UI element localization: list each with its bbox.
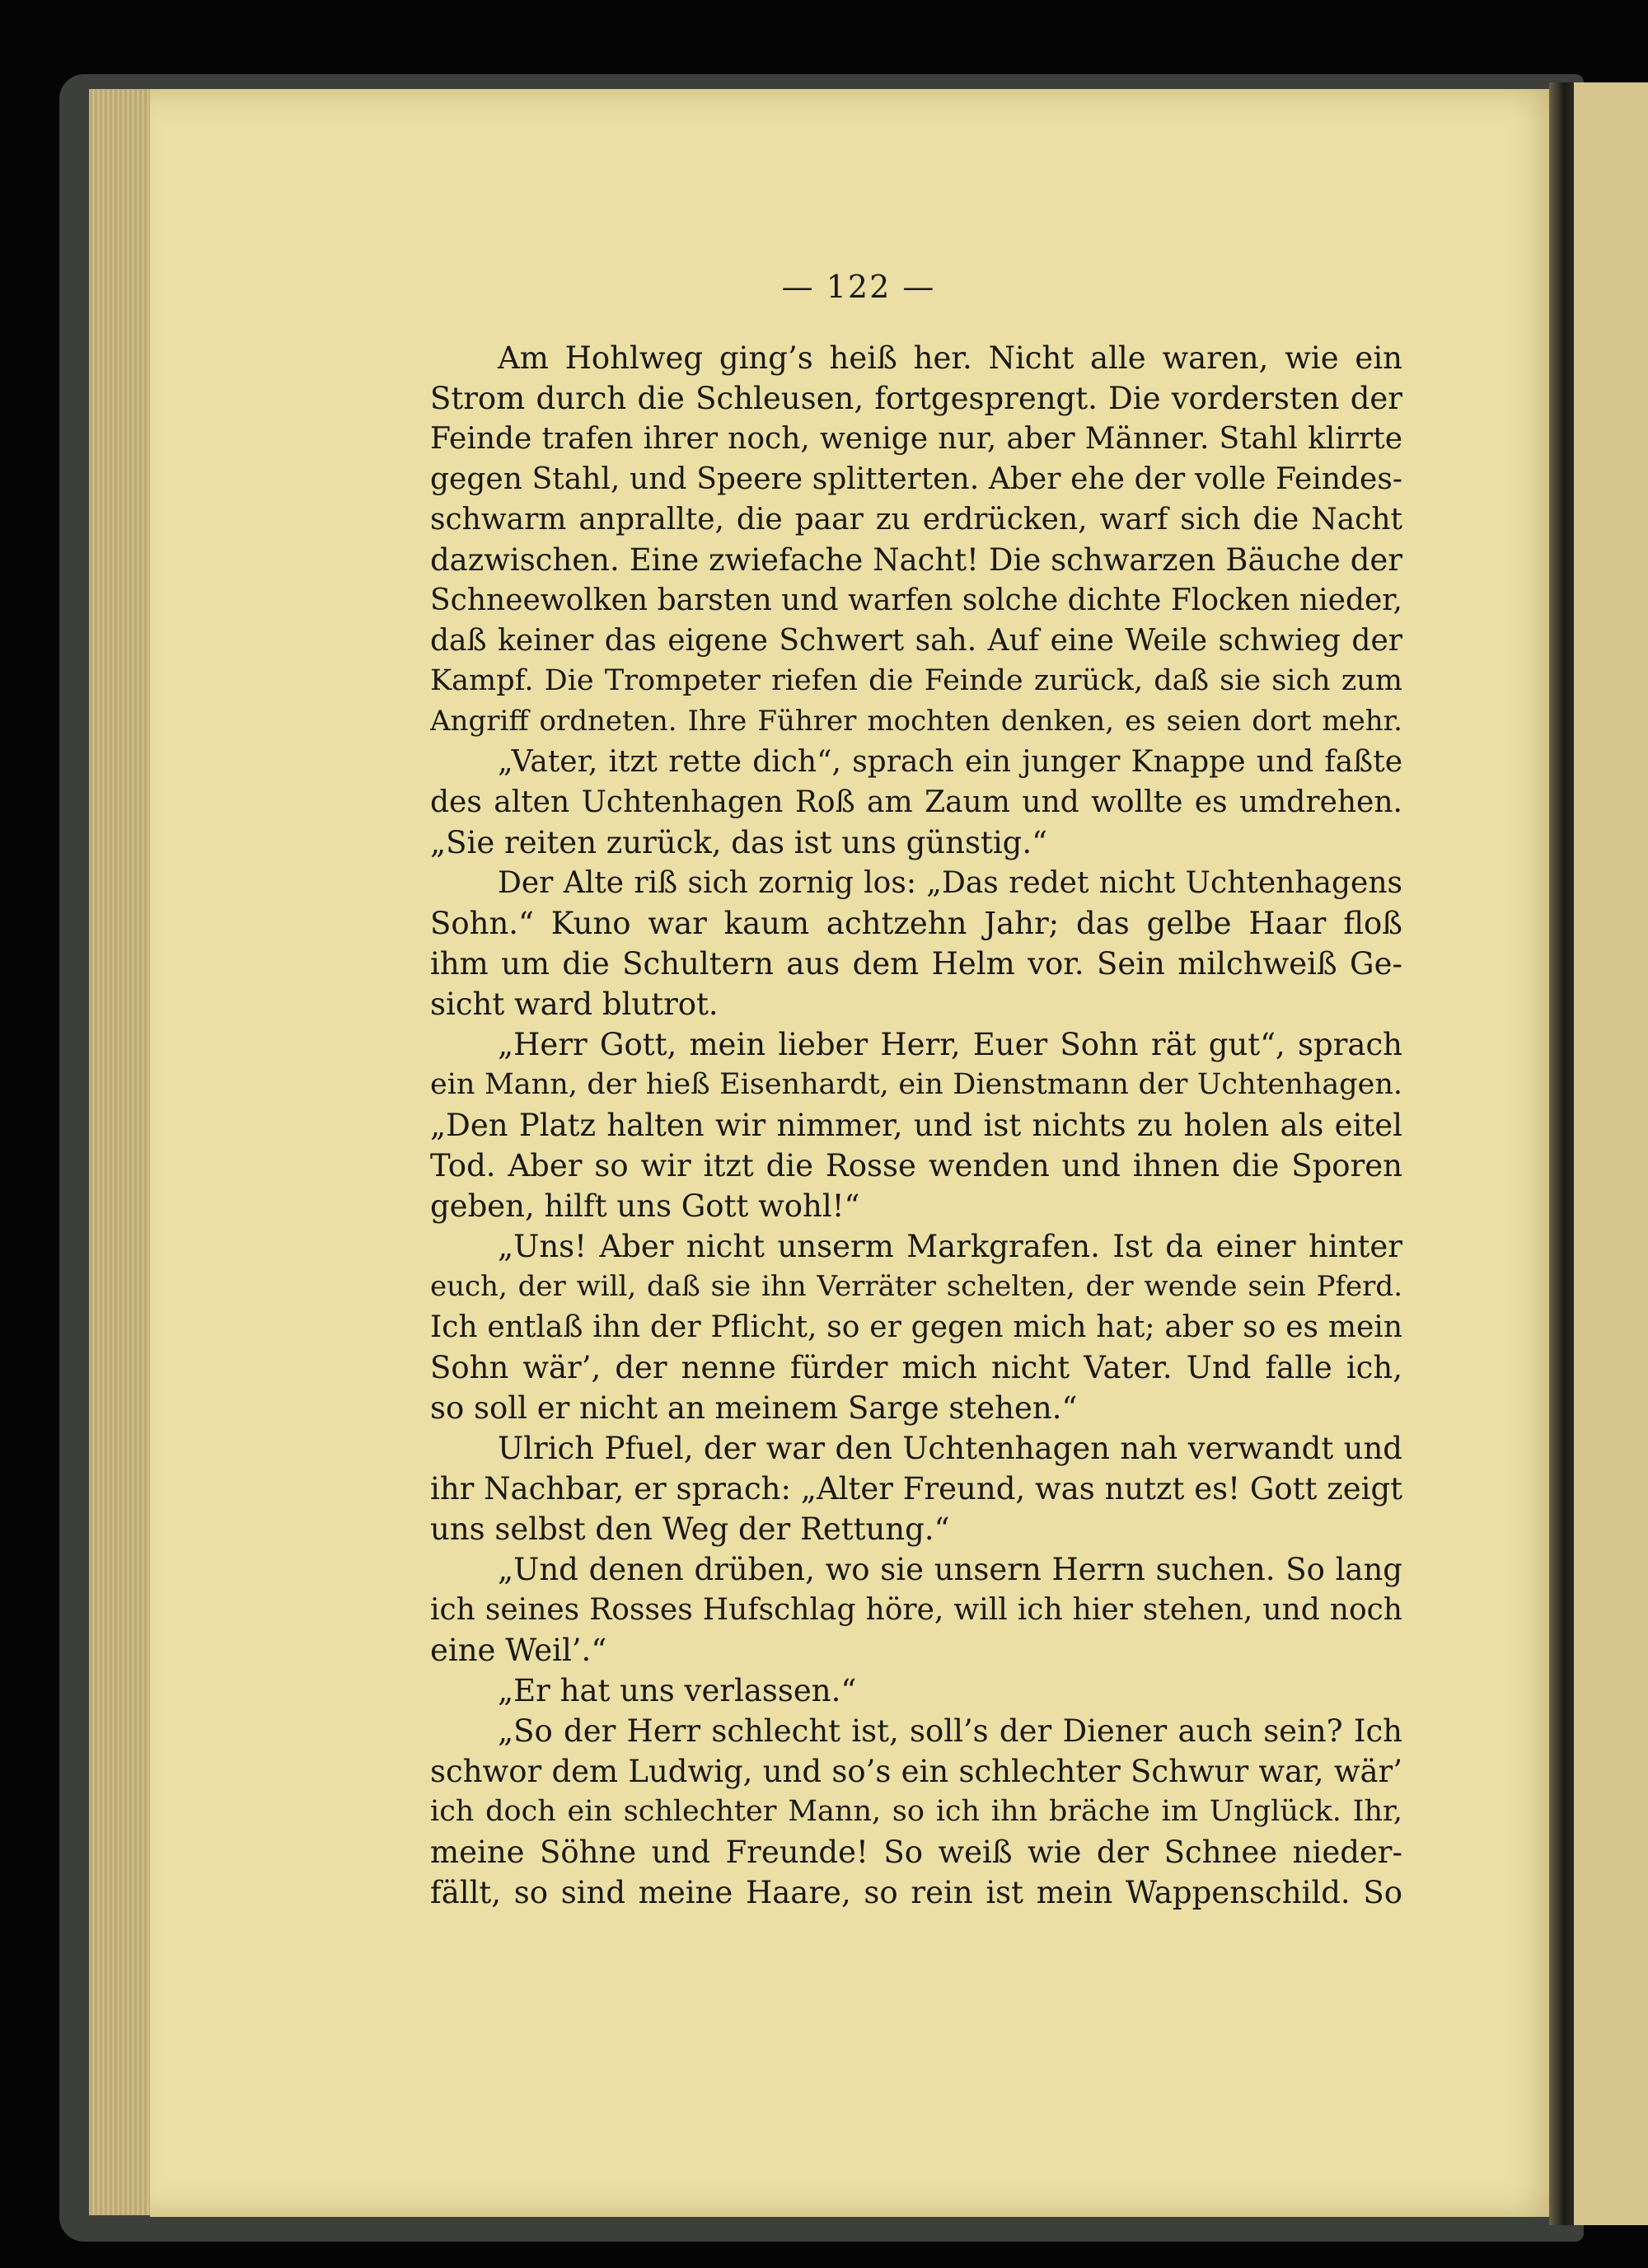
text-line: „Herr Gott, mein lieber Herr, Euer Sohn rät gut“, sprach — [498, 1027, 1402, 1062]
text-line: meine Söhne und Freunde! So weiß wie der Schnee nieder- — [430, 1835, 1402, 1870]
body-text — [430, 338, 1402, 1913]
text-line: „So der Herr schlecht ist, soll’s der Diener auch sein? Ich — [498, 1713, 1402, 1749]
text-line: sicht ward blutrot. — [430, 986, 719, 1022]
text-line: schwarm anprallte, die paar zu erdrücken, warf sich die Nacht — [430, 503, 1402, 537]
text-line: „Und denen drüben, wo sie unsern Herrn suchen. So lang — [498, 1552, 1402, 1587]
text-line: „Den Platz halten wir nimmer, und ist nichts zu holen als eitel — [430, 1108, 1402, 1143]
text-line: Sohn.“ Kuno war kaum achtzehn Jahr; das gelbe Haar floß — [430, 906, 1402, 941]
text-line: Schneewolken barsten und warfen solche dichte Flocken nieder, — [430, 583, 1402, 617]
text-line: euch, der will, daß sie ihn Verräter schelten, der wende sein Pferd. — [430, 1270, 1402, 1303]
text-line: „Er hat uns verlassen.“ — [498, 1673, 857, 1708]
text-line: Angriff ordneten. Ihre Führer mochten denken, es seien dort mehr. — [430, 705, 1402, 738]
text-line: Ulrich Pfuel, der war den Uchtenhagen nah verwandt und — [498, 1431, 1402, 1466]
book-gutter — [1549, 82, 1574, 2225]
page-number: — 122 — — [781, 269, 936, 305]
page-edges — [89, 89, 155, 2215]
text-line: ich doch ein schlechter Mann, so ich ihn bräche im Unglück. Ihr, — [430, 1795, 1402, 1828]
text-line: Strom durch die Schleusen, fortgesprengt. Die vordersten der — [430, 381, 1402, 416]
text-line: Feinde trafen ihrer noch, wenige nur, aber Männer. Stahl klirrte — [430, 422, 1402, 456]
text-line: uns selbst den Weg der Rettung.“ — [430, 1511, 950, 1547]
text-line: so soll er nicht an meinem Sarge stehen.“ — [430, 1390, 1078, 1426]
text-line: des alten Uchtenhagen Roß am Zaum und wollte es umdrehen. — [430, 785, 1402, 819]
text-line: geben, hilft uns Gott wohl!“ — [430, 1188, 860, 1224]
text-line: dazwischen. Eine zwiefache Nacht! Die schwarzen Bäuche der — [430, 542, 1402, 578]
text-line: schwor dem Ludwig, und so’s ein schlechter Schwur war, wär’ — [430, 1754, 1402, 1789]
text-line: Tod. Aber so wir itzt die Rosse wenden und ihnen die Sporen — [430, 1148, 1402, 1183]
text-line: Ich entlaß ihn der Pflicht, so er gegen mich hat; aber so es mein — [430, 1310, 1402, 1344]
text-line: Am Hohlweg ging’s heiß her. Nicht alle waren, wie ein — [498, 340, 1402, 376]
text-line: „Sie reiten zurück, das ist uns günstig.“ — [430, 825, 1048, 860]
text-line: fällt, so sind meine Haare, so rein ist mein Wappenschild. So — [430, 1875, 1402, 1910]
facing-page-edge — [1574, 82, 1648, 2225]
text-line: ihr Nachbar, er sprach: „Alter Freund, was nutzt es! Gott zeigt — [430, 1471, 1402, 1507]
text-line: „Vater, itzt rette dich“, sprach ein junger Knappe und faßte — [498, 745, 1402, 779]
text-line: Kampf. Die Trompeter riefen die Feinde zurück, daß sie sich zum — [430, 664, 1402, 697]
text-line: eine Weil’.“ — [430, 1633, 607, 1668]
text-line: Sohn wär’, der nenne fürder mich nicht Vater. Und falle ich, — [430, 1350, 1402, 1385]
text-line: daß keiner das eigene Schwert sah. Auf eine Weile schwieg der — [430, 624, 1402, 658]
text-line: ein Mann, der hieß Eisenhardt, ein Dienstmann der Uchtenhagen. — [430, 1068, 1402, 1101]
text-line: gegen Stahl, und Speere splitterten. Aber ehe der volle Feindes- — [430, 462, 1402, 496]
text-line: ihm um die Schultern aus dem Helm vor. Sein milchweiß Ge- — [430, 946, 1402, 982]
text-line: Der Alte riß sich zornig los: „Das redet nicht Uchtenhagens — [498, 866, 1402, 900]
text-line: „Uns! Aber nicht unserm Markgrafen. Ist da einer hinter — [498, 1229, 1402, 1264]
text-line: ich seines Rosses Hufschlag höre, will ich hier stehen, und noch — [430, 1593, 1402, 1627]
